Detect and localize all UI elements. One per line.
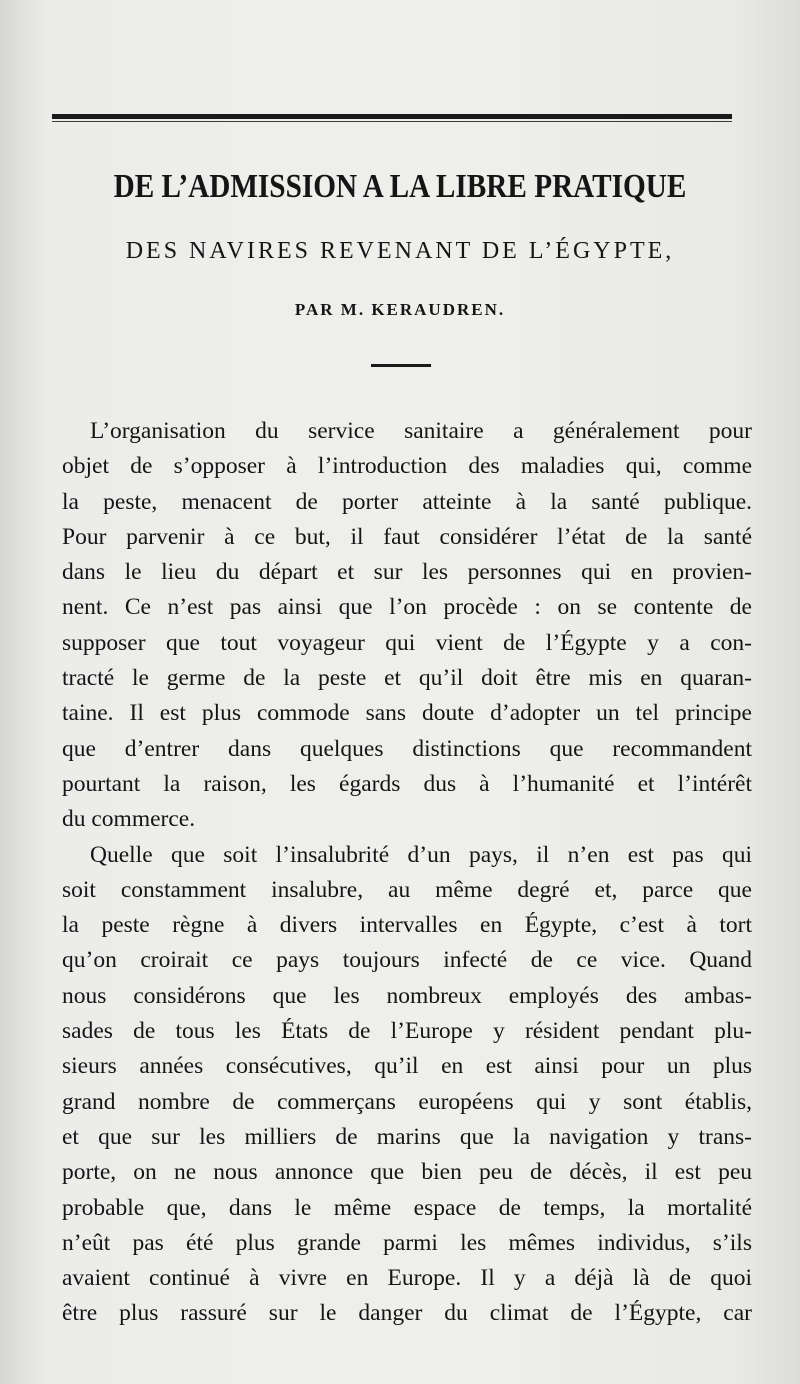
header-rule-thick — [52, 114, 732, 119]
header-rule-thin — [52, 121, 732, 122]
article-body — [62, 414, 752, 1332]
text-line: grand nombre de commerçans européens qui y sont établis, — [62, 1088, 752, 1115]
text-line: sieurs années consécutives, qu’il en est ainsi pour un plus — [62, 1053, 752, 1080]
text-line: L’organisation du service sanitaire a généralement pour — [90, 418, 752, 444]
text-line: que d’entrer dans quelques distinctions que recommandent — [62, 735, 752, 762]
text-line: du commerce. — [62, 806, 196, 833]
text-line: et que sur les milliers de marins que la navigation y trans- — [62, 1123, 752, 1150]
text-line: taine. Il est plus commode sans doute d’adopter un tel principe — [62, 700, 752, 727]
text-line: soit constamment insalubre, au même degré et, parce que — [62, 876, 752, 903]
article-author: PAR M. KERAUDREN. — [294, 300, 506, 319]
text-line: nous considérons que les nombreux employés des ambas- — [62, 982, 752, 1009]
text-line: être plus rassuré sur le danger du climat de l’Égypte, car — [62, 1300, 752, 1327]
text-line: Quelle que soit l’insalubrité d’un pays, il n’en est pas qui — [90, 841, 752, 868]
paragraph-1 — [62, 414, 752, 838]
text-line: Pour parvenir à ce but, il faut considérer l’état de la santé — [62, 523, 752, 550]
text-line: la peste, menacent de porter atteinte à la santé publique. — [62, 488, 752, 515]
text-line: sades de tous les États de l’Europe y résident pendant plu- — [62, 1018, 752, 1045]
paragraph-2 — [62, 838, 752, 1332]
article-title: DE L’ADMISSION A LA LIBRE PRATIQUE — [113, 168, 687, 205]
text-line: probable que, dans le même espace de temps, la mortalité — [62, 1194, 752, 1221]
text-line: qu’on croirait ce pays toujours infecté de ce vice. Quand — [62, 947, 752, 974]
text-line: supposer que tout voyageur qui vient de l’Égypte y a con- — [62, 629, 752, 656]
text-line: pourtant la raison, les égards dus à l’humanité et l’intérêt — [62, 770, 752, 797]
text-line: la peste règne à divers intervalles en Égypte, c’est à tort — [62, 912, 752, 939]
text-line: objet de s’opposer à l’introduction des maladies qui, comme — [62, 453, 752, 480]
text-line: nent. Ce n’est pas ainsi que l’on procède : on se contente de — [62, 594, 752, 621]
text-line: dans le lieu du départ et sur les personnes qui en provien- — [62, 559, 752, 586]
header-double-rule — [52, 114, 732, 123]
text-line: tracté le germe de la peste et qu’il doit être mis en quaran- — [62, 665, 752, 692]
title-separator-rule — [371, 364, 431, 367]
text-line: porte, on ne nous annonce que bien peu de décès, il est peu — [62, 1159, 752, 1186]
text-line: avaient continué à vivre en Europe. Il y a déjà là de quoi — [62, 1265, 752, 1292]
text-line: n’eût pas été plus grande parmi les mêmes individus, s’ils — [62, 1229, 752, 1256]
article-subtitle: DES NAVIRES REVENANT DE L’ÉGYPTE, — [125, 238, 675, 264]
